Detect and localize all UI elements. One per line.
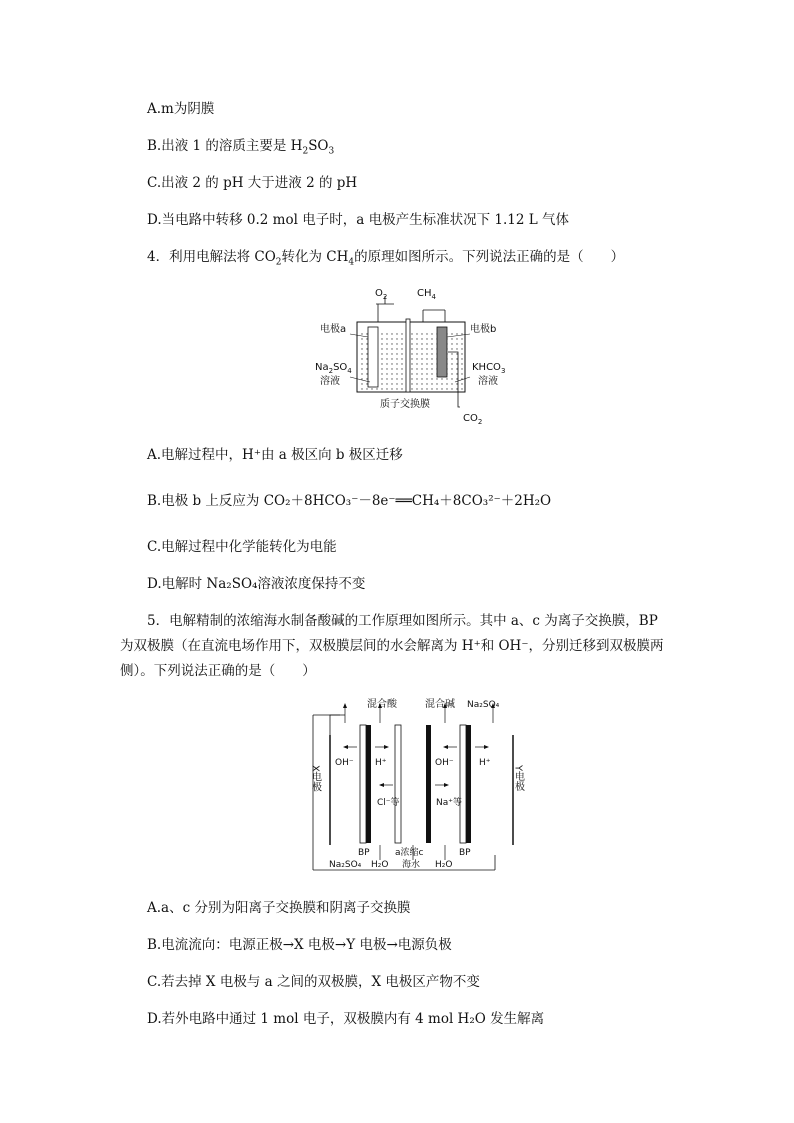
khco3-solution-label: 溶液	[478, 376, 498, 387]
q4-option-a: A.电解过程中，H⁺由 a 极区向 b 极区迁移	[147, 447, 403, 463]
h2o-right-label: H₂O	[435, 860, 453, 870]
na2so4-label: $Na_2SO_4$	[315, 362, 352, 375]
mixed-acid-label: 混合酸	[367, 699, 397, 710]
seawater-label: 海水	[402, 860, 421, 870]
bp-left-label: BP	[358, 848, 370, 858]
cl-label: Cl⁻等	[377, 798, 400, 808]
oh-right-label: OH⁻	[435, 758, 454, 768]
na-label: Na⁺等	[436, 798, 462, 808]
khco3-label: $KHCO_3$	[472, 362, 506, 375]
q5-option-a: A.a、c 分别为阳离子交换膜和阴离子交换膜	[147, 900, 411, 916]
co2-label: $CO_2$	[463, 413, 483, 426]
q3-option-a: A.m为阴膜	[147, 101, 215, 117]
bp-right-dark	[466, 725, 471, 843]
q5-stem-line2: 为双极膜（在直流电场作用下，双极膜层间的水会解离为 H⁺和 OH⁻，分别迁移到双极膜两	[120, 638, 664, 654]
electrode-b-label: 电极b	[470, 324, 497, 335]
electrode-a-label: 电极a	[320, 324, 347, 335]
mixed-base-label: 混合碱	[425, 699, 455, 710]
ch4-label: $CH_4$	[417, 288, 436, 301]
na2so4-top-label: Na₂SO₄	[467, 700, 500, 710]
x-electrode-label: X电极	[309, 765, 321, 792]
q3-option-c: C.出液 2 的 pH 大于进液 2 的 pH	[147, 175, 358, 191]
bp-right-membrane	[460, 725, 466, 843]
membrane-a	[395, 725, 401, 843]
electrode-b	[437, 327, 447, 377]
oh-left-label: OH⁻	[335, 758, 354, 768]
q5-option-c: C.若去掉 X 电极与 a 之间的双极膜，X 电极区产物不变	[147, 974, 480, 990]
ac-label: a浓缩c	[395, 848, 424, 858]
electrode-a	[368, 327, 378, 387]
q4-stem: 4．利用电解法将 $CO_2$转化为 $CH_4$的原理如图所示。下列说法正确的是（ ）	[147, 249, 625, 268]
q5-option-b: B.电流流向：电源正极→X 电极→Y 电极→电源负极	[147, 937, 452, 953]
o2-label: $O_2$	[375, 288, 388, 301]
q5-stem-line3: 侧）。下列说法正确的是（ ）	[120, 663, 316, 679]
electrolysis-cell-figure	[310, 282, 510, 427]
h-left-label: H⁺	[375, 758, 387, 768]
bp-right-label: BP	[459, 848, 471, 858]
q3-option-d: D.当电路中转移 0.2 mol 电子时，a 电极产生标准状况下 1.12 L 气体	[147, 212, 569, 228]
na2so4-bottom-label: Na₂SO₄	[329, 860, 362, 870]
h-right-label: H⁺	[479, 758, 491, 768]
q5-option-d: D.若外电路中通过 1 mol 电子，双极膜内有 4 mol H₂O 发生解离	[147, 1011, 545, 1027]
proton-membrane	[406, 319, 410, 392]
q3-option-b: B.出液 1 的溶质主要是 $H_2SO_3$	[147, 138, 335, 157]
q4-option-d: D.电解时 Na₂SO₄溶液浓度保持不变	[147, 576, 366, 592]
bipolar-membrane-figure	[305, 695, 530, 875]
bp-left-membrane	[360, 725, 366, 843]
q4-option-b: B.电极 b 上反应为 CO₂＋8HCO₃⁻－8e⁻══CH₄＋8CO₃²⁻＋2H₂O	[147, 493, 552, 509]
q4-option-c: C.电解过程中化学能转化为电能	[147, 539, 337, 555]
bp-left-dark	[366, 725, 371, 843]
membrane-c	[426, 725, 431, 843]
na2so4-solution-label: 溶液	[320, 376, 340, 387]
h2o-left-label: H₂O	[371, 860, 389, 870]
membrane-label: 质子交换膜	[380, 399, 430, 410]
q5-stem-line1: 5．电解精制的浓缩海水制备酸碱的工作原理如图所示。其中 a、c 为离子交换膜，BP	[147, 613, 658, 629]
y-electrode-label: Y电极	[512, 765, 524, 792]
